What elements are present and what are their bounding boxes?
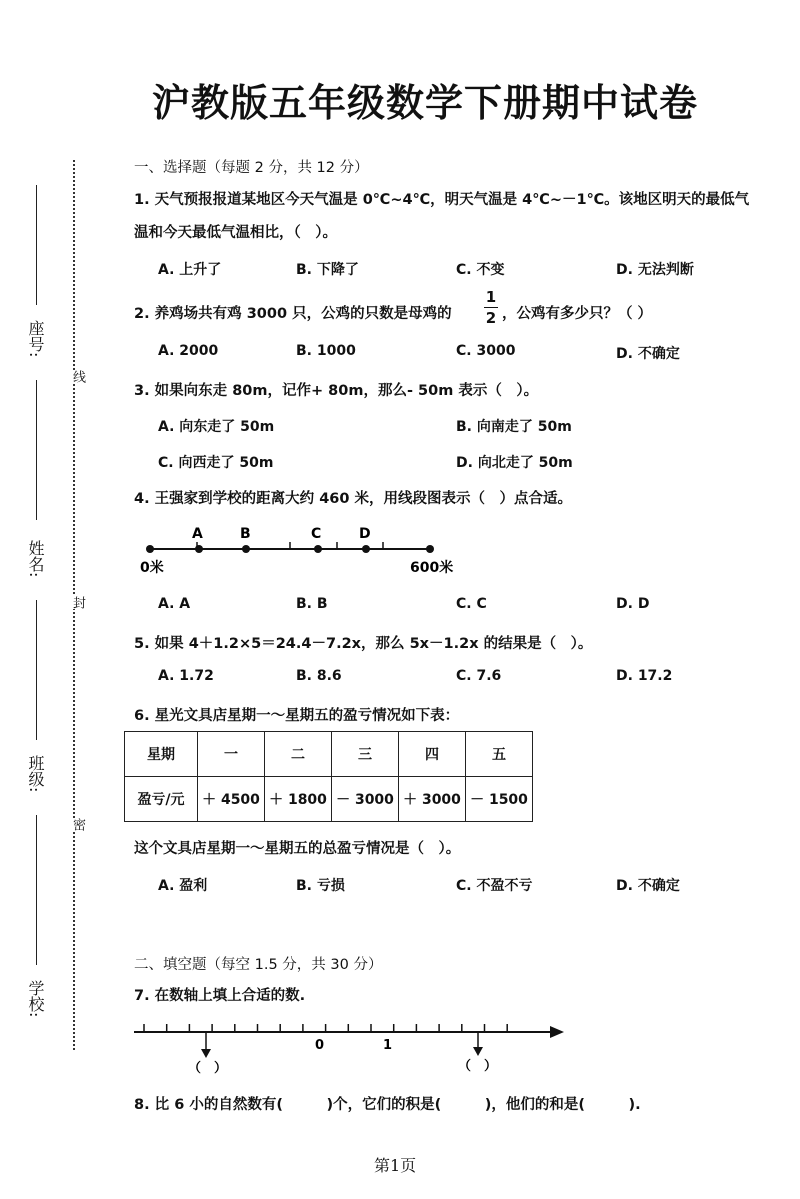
q5-option-d: D. 17.2 <box>616 668 673 684</box>
cut-mark-secret: 密 <box>70 818 85 831</box>
q3-option-b: B. 向南走了 50m <box>456 419 572 435</box>
q2-fraction <box>484 288 498 327</box>
table-row <box>125 732 533 777</box>
q7-text: 7. 在数轴上填上合适的数. <box>134 988 306 1004</box>
q7-label-zero: 0 <box>315 1038 325 1053</box>
q4-point-d <box>362 545 370 553</box>
q1-option-c: C. 不变 <box>456 262 505 278</box>
table-cell: 二 <box>265 732 332 777</box>
q7-arrow-left-head <box>201 1049 211 1058</box>
q7-number-line <box>130 1012 570 1076</box>
cut-mark-line: 线 <box>70 370 85 383</box>
q7-blank-left: （ ） <box>188 1061 228 1076</box>
table-cell: 四 <box>399 732 466 777</box>
q2-text-after: ，公鸡有多少只？（ ） <box>502 306 653 322</box>
q6-option-d: D. 不确定 <box>616 878 680 894</box>
q4-option-b: B. B <box>296 596 328 612</box>
q1-option-d: D. 无法判断 <box>616 262 694 278</box>
q4-text: 4. 王强家到学校的距离大约 460 米，用线段图表示（ ）点合适。 <box>134 491 573 507</box>
q4-label-d: D <box>359 526 371 542</box>
school-label: 学校: <box>26 980 45 1018</box>
q2-fraction-bar <box>484 307 498 308</box>
q6-option-b: B. 亏损 <box>296 878 345 894</box>
q4-start-point <box>146 545 154 553</box>
q2-fraction-numerator: 1 <box>485 288 497 306</box>
page-title: 沪教版五年级数学下册期中试卷 <box>152 81 699 125</box>
q4-segment-diagram <box>130 520 470 582</box>
margin-rule-seat <box>36 380 37 520</box>
table-row <box>125 777 533 822</box>
q4-option-c: C. C <box>456 596 487 612</box>
q6-text: 6. 星光文具店星期一～星期五的盈亏情况如下表： <box>134 708 460 724</box>
q7-label-one: 1 <box>383 1038 393 1053</box>
q6-option-a: A. 盈利 <box>158 878 208 894</box>
table-cell: 一 <box>198 732 265 777</box>
q7-ticks <box>144 1024 507 1032</box>
q4-point-c <box>314 545 322 553</box>
table-cell: 三 <box>332 732 399 777</box>
q4-option-a: A. A <box>158 596 191 612</box>
q6-option-c: C. 不盈不亏 <box>456 878 533 894</box>
q3-option-d: D. 向北走了 50m <box>456 455 573 471</box>
page-number: 第1页 <box>374 1156 417 1175</box>
cut-mark-seal: 封 <box>70 596 85 609</box>
table-cell: ＋ 4500 <box>198 777 265 822</box>
q2-option-d: D. 不确定 <box>616 346 680 362</box>
table-cell: 星期 <box>125 732 198 777</box>
q3-text: 3. 如果向东走 80m，记作+ 80m，那么- 50m 表示（ ）。 <box>134 383 539 399</box>
q6-followup: 这个文具店星期一～星期五的总盈亏情况是（ ）。 <box>134 841 461 857</box>
q1-line2: 温和今天最低气温相比，（ ）。 <box>134 225 337 241</box>
table-cell: ＋ 1800 <box>265 777 332 822</box>
q2-text-before: 2. 养鸡场共有鸡 3000 只，公鸡的只数是母鸡的 <box>134 306 452 322</box>
margin-rule-top <box>36 185 37 305</box>
q5-option-b: B. 8.6 <box>296 668 342 684</box>
section1-heading: 一、选择题（每题 2 分，共 12 分） <box>134 160 369 176</box>
q1-option-a: A. 上升了 <box>158 262 222 278</box>
q4-label-b: B <box>240 526 251 542</box>
table-cell: ＋ 3000 <box>399 777 466 822</box>
table-cell: 盈亏/元 <box>125 777 198 822</box>
q2-option-c: C. 3000 <box>456 343 516 359</box>
q4-label-c: C <box>311 526 322 542</box>
section2-heading: 二、填空题（每空 1.5 分，共 30 分） <box>134 957 383 973</box>
q4-label-a: A <box>192 526 203 542</box>
q4-label-start: 0米 <box>140 560 164 576</box>
q7-arrow-right-head <box>473 1047 483 1056</box>
q6-profit-table <box>124 731 533 822</box>
table-cell: － 1500 <box>466 777 533 822</box>
q2-option-b: B. 1000 <box>296 343 356 359</box>
q7-axis-arrow <box>550 1026 564 1038</box>
q3-option-c: C. 向西走了 50m <box>158 455 274 471</box>
q5-option-c: C. 7.6 <box>456 668 502 684</box>
q4-option-d: D. D <box>616 596 650 612</box>
q4-label-end: 600米 <box>410 560 454 576</box>
q4-point-a <box>195 545 203 553</box>
margin-rule-name <box>36 600 37 740</box>
q2-option-a: A. 2000 <box>158 343 219 359</box>
table-cell: 五 <box>466 732 533 777</box>
seat-label: 座号: <box>26 320 45 358</box>
name-label: 姓名: <box>26 540 45 578</box>
q8-text: 8. 比 6 小的自然数有( )个，它们的积是( )，他们的和是( ). <box>134 1097 641 1113</box>
q5-text: 5. 如果 4＋1.2×5＝24.4－7.2x，那么 5x－1.2x 的结果是（ ）。 <box>134 636 593 652</box>
q4-point-b <box>242 545 250 553</box>
q2-fraction-denominator: 2 <box>485 309 497 327</box>
q1-line1: 1. 天气预报报道某地区今天气温是 0℃~4℃，明天气温是 4℃~－1℃。该地区明天的最低气 <box>134 192 750 208</box>
q3-option-a: A. 向东走了 50m <box>158 419 275 435</box>
q7-blank-right: （ ） <box>458 1059 498 1074</box>
q1-option-b: B. 下降了 <box>296 262 359 278</box>
q4-end-point <box>426 545 434 553</box>
q5-option-a: A. 1.72 <box>158 668 214 684</box>
margin-rule-class <box>36 815 37 965</box>
class-label: 班级: <box>26 755 45 793</box>
table-cell: － 3000 <box>332 777 399 822</box>
